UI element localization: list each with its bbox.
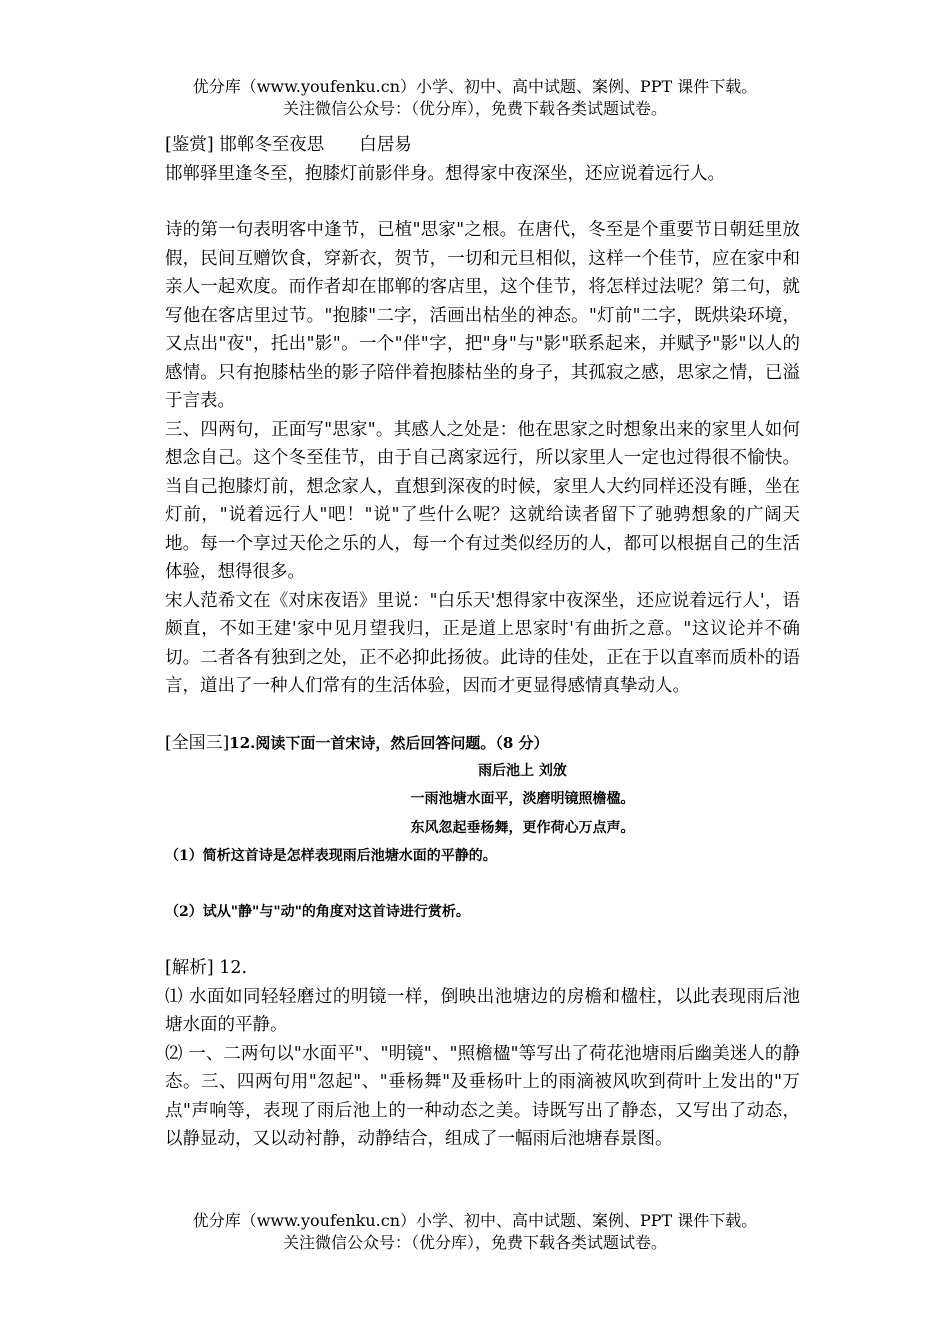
header-line-1: 优分库（www.youfenku.cn）小学、初中、高中试题、案例、PPT 课件下载。 (192, 77, 758, 96)
analysis-title: [解析] 12. (165, 958, 248, 978)
analysis-answer-1: ⑴ 水面如同轻轻磨过的明镜一样，倒映出池塘边的房檐和楹柱，以此表现雨后池塘水面的平静。 (165, 986, 800, 1035)
analysis-answer-2: ⑵ 一、二两句以"水面平"、"明镜"、"照檐楹"等写出了荷花池塘雨后幽美迷人的静态。三、四两句用"忽起"、"垂杨舞"及垂杨叶上的雨滴被风吹到荷叶上发出的"万点"声响等，表现了雨后池上的一种动态之美。诗既写出了静态，又写出了动态，以静显动，又以动衬静，动静结合，组成了一幅雨后池塘春景图。 (165, 1043, 800, 1149)
sub-question-2: （2）试从"静"与"动"的角度对这首诗进行赏析。 (165, 904, 470, 920)
appreciation-title: [鉴赏] 邯郸冬至夜思 白居易 (165, 135, 412, 155)
poem-line-2: 东风忽起垂杨舞，更作荷心万点声。 (410, 819, 635, 836)
appreciation-paragraph: 诗的第一句表明客中逢节，已植"思家"之根。在唐代，冬至是个重要节日朝廷里放假，民间互赠饮食，穿新衣，贺节，一切和元旦相似，这样一个佳节，应在家中和亲人一起欢度。而作者却在邯郸的客店里，这个佳节，将怎样过法呢？第二句，就写他在客店里过节。"抱膝"二字，活画出枯坐的神态。"灯前"二字，既烘染环境，又点出"夜"，托出"影"。一个"伴"字，把"身"与"影"联系起来，并赋予"影"以人的感情。只有抱膝枯坐的影子陪伴着抱膝枯坐的身子，其孤寂之感，思家之情，已溢于言表。 (165, 220, 800, 411)
footer-line-2: 关注微信公众号：（优分库），免费下载各类试题试卷。 (282, 1233, 667, 1252)
page-footer (0, 1210, 950, 1254)
document-body (165, 131, 800, 1154)
appreciation-poem: 邯郸驿里逢冬至，抱膝灯前影伴身。想得家中夜深坐，还应说着远行人。 (165, 163, 725, 184)
question-stem: 12.阅读下面一首宋诗，然后回答问题。（8 分） (229, 733, 549, 752)
question-heading (165, 729, 800, 757)
footer-line-1: 优分库（www.youfenku.cn）小学、初中、高中试题、案例、PPT 课件下载。 (192, 1211, 758, 1230)
question-tag: [全国三] (165, 732, 230, 753)
appreciation-paragraph: 宋人范希文在《对床夜语》里说："白乐天'想得家中夜深坐，还应说着远行人'，语颇直，不如王建'家中见月望我归，正是道上思家时'有曲折之意。"这议论并不确切。二者各有独到之处，正不必抑此扬彼。此诗的佳处，正在于以直率而质朴的语言，道出了一种人们常有的生活体验，因而才更显得感情真挚动人。 (165, 590, 800, 696)
appreciation-paragraph: 三、四两句，正面写"思家"。其感人之处是：他在思家之时想象出来的家里人如何想念自己。这个冬至佳节，由于自己离家远行，所以家里人一定也过得很不愉快。当自己抱膝灯前，想念家人，直想到深夜的时候，家里人大约同样还没有睡，坐在灯前，"说着远行人"吧！"说"了些什么呢？这就给读者留下了驰骋想象的广阔天地。每一个享过天伦之乐的人，每一个有过类似经历的人，都可以根据自己的生活体验，想得很多。 (165, 419, 800, 582)
sub-question-1: （1）简析这首诗是怎样表现雨后池塘水面的平静的。 (165, 848, 497, 864)
poem-title: 雨后池上 刘攽 (478, 762, 567, 779)
page-header (0, 76, 950, 120)
poem-line-1: 一雨池塘水面平，淡磨明镜照檐楹。 (410, 791, 635, 807)
header-line-2: 关注微信公众号：（优分库），免费下载各类试题试卷。 (282, 99, 667, 118)
